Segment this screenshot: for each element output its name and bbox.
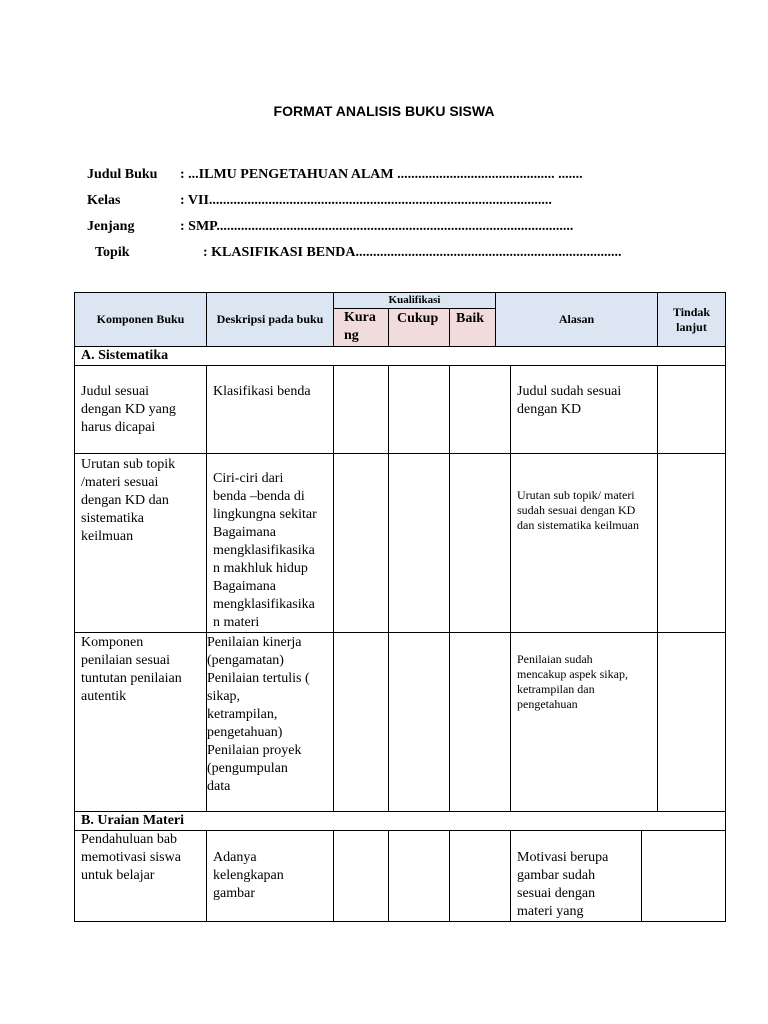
header-cukup: Cukup bbox=[389, 309, 450, 347]
header-kualifikasi: Kualifikasi bbox=[334, 293, 496, 309]
info-label: Jenjang bbox=[87, 219, 135, 234]
info-value: : ...ILMU PENGETAHUAN ALAM ............................................. ....... bbox=[180, 167, 583, 182]
cell-deskripsi: Klasifikasi benda bbox=[207, 366, 334, 454]
cell-cukup bbox=[389, 633, 450, 812]
section-b-heading: B. Uraian Materi bbox=[75, 812, 726, 831]
cell-cukup bbox=[389, 454, 450, 633]
cell-tindak bbox=[658, 633, 726, 812]
analysis-table bbox=[74, 292, 726, 922]
cell-deskripsi: Penilaian kinerja (pengamatan) Penilaian tertulis ( sikap, ketrampilan, pengetahuan) Penilaian proyek (pengumpulan data bbox=[207, 633, 334, 812]
section-a-heading: A. Sistematika bbox=[75, 347, 726, 366]
cell-cukup bbox=[389, 366, 450, 454]
cell-tindak bbox=[658, 454, 726, 633]
cell-alasan: Judul sudah sesuai dengan KD bbox=[511, 366, 658, 454]
cell-komponen: Urutan sub topik /materi sesuai dengan KD dan sistematika keilmuan bbox=[75, 454, 207, 633]
info-value: : VII.................................................................................................. bbox=[180, 193, 552, 208]
info-value: : SMP...................................................................................................... bbox=[180, 219, 574, 234]
cell-baik bbox=[450, 633, 511, 812]
header-komponen: Komponen Buku bbox=[75, 293, 207, 347]
cell-alasan: Motivasi berupa gambar sudah sesuai dengan materi yang bbox=[511, 831, 642, 922]
cell-alasan: Urutan sub topik/ materi sudah sesuai dengan KD dan sistematika keilmuan bbox=[511, 454, 658, 633]
header-baik: Baik bbox=[450, 309, 496, 347]
info-value: : KLASIFIKASI BENDA............................................................................ bbox=[203, 245, 622, 260]
cell-baik bbox=[450, 454, 511, 633]
cell-komponen: Komponen penilaian sesuai tuntutan penilaian autentik bbox=[75, 633, 207, 812]
header-deskripsi: Deskripsi pada buku bbox=[207, 293, 334, 347]
cell-deskripsi: Ciri-ciri dari benda –benda di lingkungna sekitar Bagaimana mengklasifikasika n makhluk hidup Bagaimana mengklasifikasika n materi bbox=[207, 454, 334, 633]
table-row bbox=[75, 454, 726, 633]
cell-komponen: Pendahuluan bab memotivasi siswa untuk belajar bbox=[75, 831, 207, 922]
cell-baik bbox=[450, 366, 511, 454]
cell-kurang bbox=[334, 633, 389, 812]
info-label: Kelas bbox=[87, 193, 121, 208]
cell-baik bbox=[450, 831, 511, 922]
table-row bbox=[75, 366, 726, 454]
cell-kurang bbox=[334, 454, 389, 633]
page-title: FORMAT ANALISIS BUKU SISWA bbox=[273, 103, 495, 119]
info-label: Judul Buku bbox=[87, 167, 158, 182]
cell-cukup bbox=[389, 831, 450, 922]
cell-alasan: Penilaian sudah mencakup aspek sikap, ketrampilan dan pengetahuan bbox=[511, 633, 658, 812]
header-tindak-lanjut: Tindak lanjut bbox=[658, 293, 726, 347]
header-alasan: Alasan bbox=[496, 293, 658, 347]
cell-komponen: Judul sesuai dengan KD yang harus dicapai bbox=[75, 366, 207, 454]
cell-tindak bbox=[658, 366, 726, 454]
table-row bbox=[75, 831, 726, 922]
cell-kurang bbox=[334, 831, 389, 922]
header-kurang: Kura ng bbox=[334, 309, 389, 347]
info-label: Topik bbox=[95, 245, 130, 260]
cell-deskripsi: Adanya kelengkapan gambar bbox=[207, 831, 334, 922]
table-row bbox=[75, 633, 726, 812]
cell-tindak bbox=[642, 831, 726, 922]
cell-kurang bbox=[334, 366, 389, 454]
